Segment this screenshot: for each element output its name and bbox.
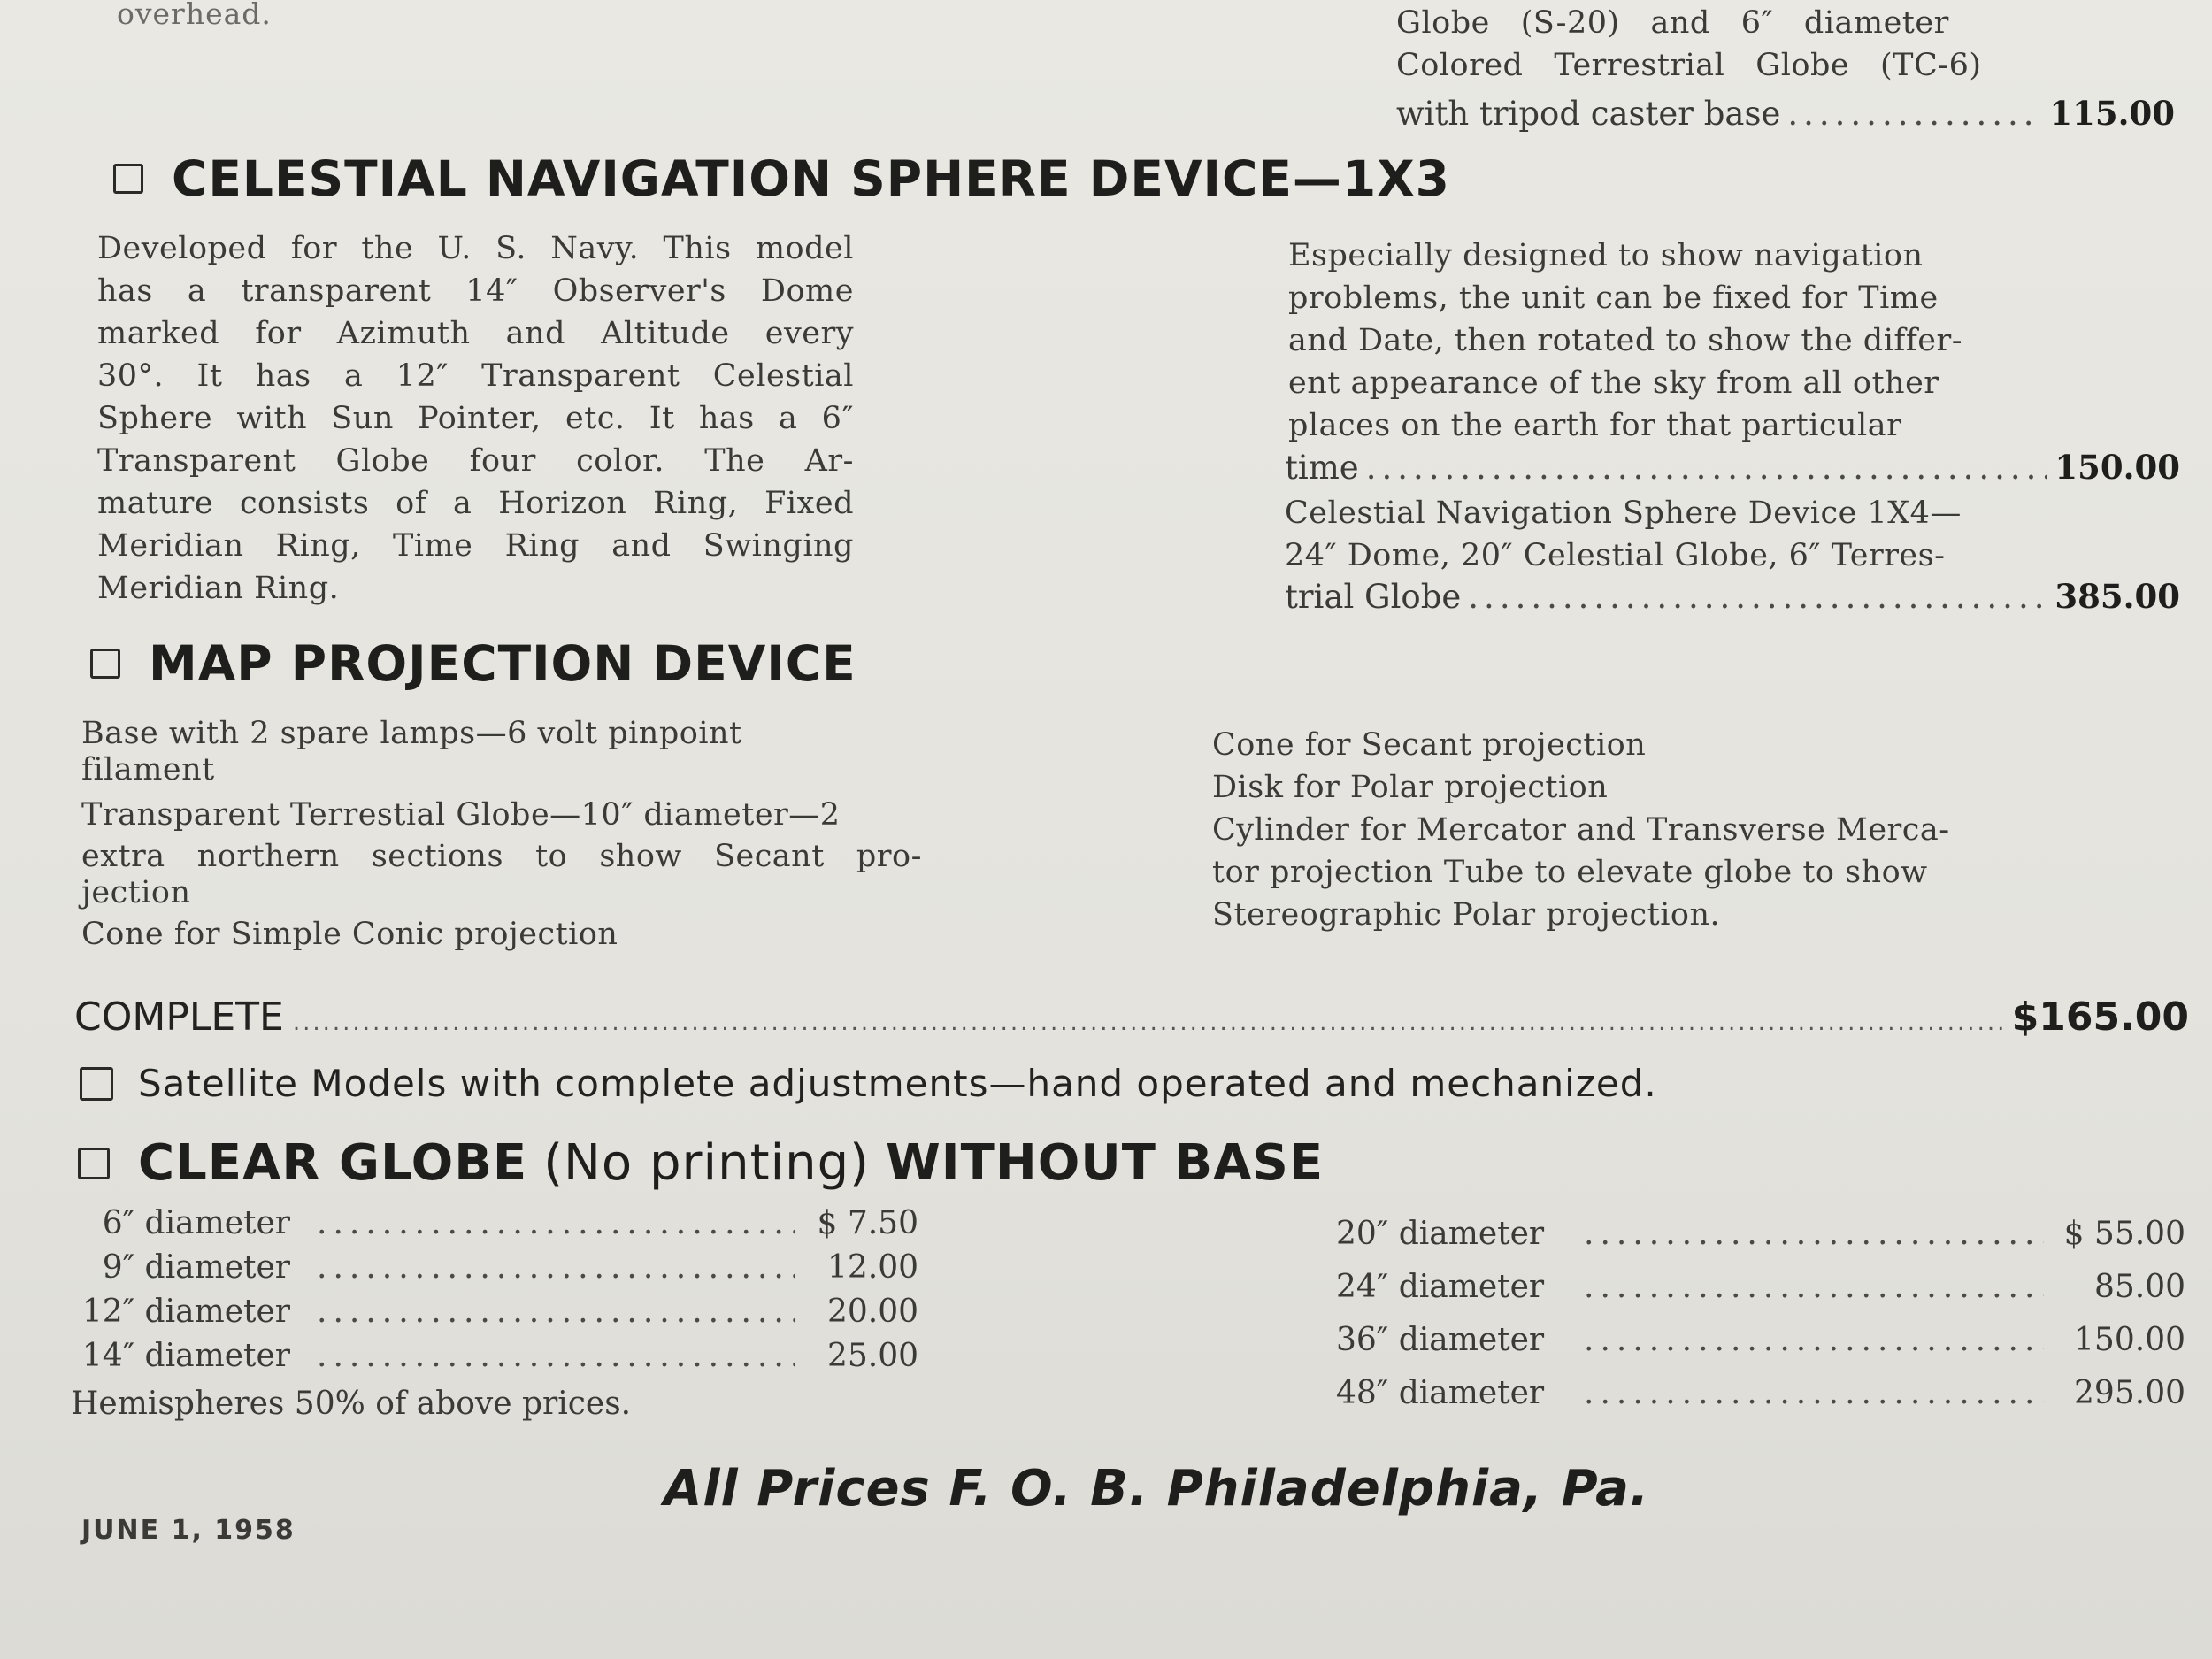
price-row-price: 25.00	[826, 1338, 918, 1374]
word: Dome	[760, 273, 854, 309]
celestial-line	[97, 227, 854, 270]
word: to	[535, 839, 568, 874]
price-row	[1327, 1269, 2185, 1322]
clear-globe-right-prices	[1327, 1216, 2185, 1428]
word: a	[453, 486, 472, 521]
word: color.	[576, 443, 665, 479]
word: Pointer,	[418, 401, 541, 436]
clear-globe-heading-bold1: CLEAR GLOBE	[138, 1134, 528, 1192]
clear-globe-heading	[78, 1134, 1324, 1192]
map-left-line: jection	[81, 875, 191, 910]
map-heading-text: MAP PROJECTION DEVICE	[149, 635, 856, 692]
map-left-line: filament	[81, 752, 215, 787]
device-1x4-line: 24″ Dome, 20″ Celestial Globe, 6″ Terres-	[1285, 538, 1946, 573]
celestial-price-1: 150.00	[2055, 448, 2180, 487]
top-price-row	[1396, 94, 2175, 133]
celestial-device-1x4	[1285, 492, 2081, 577]
celestial-right-line: and Date, then rotated to show the differ-	[1288, 323, 1963, 358]
word: extra	[81, 839, 165, 874]
price-row-price: 12.00	[826, 1249, 918, 1286]
price-row-size: 20″ diameter	[1336, 1216, 1545, 1252]
word: Ring	[504, 528, 580, 564]
map-complete-row	[74, 995, 2189, 1040]
celestial-price-row-2	[1285, 577, 2180, 616]
word: Developed	[97, 231, 267, 266]
leader-dots	[1584, 1322, 2044, 1358]
word: S.	[495, 231, 526, 266]
word: Altitude	[601, 316, 730, 351]
map-right-line: Cylinder for Mercator and Transverse Merca-	[1212, 812, 1950, 848]
word: etc.	[565, 401, 626, 436]
word: of	[396, 486, 427, 521]
price-row-price: 295.00	[2074, 1375, 2185, 1411]
word: marked	[97, 316, 220, 351]
price-row-price: 150.00	[2074, 1322, 2185, 1358]
word: Fixed	[764, 486, 854, 521]
word: Time	[392, 528, 473, 564]
word: Secant	[714, 839, 825, 874]
complete-price: $165.00	[2011, 995, 2189, 1040]
celestial-line	[97, 482, 854, 525]
map-left-line: Cone for Simple Conic projection	[81, 917, 618, 952]
word: 6″	[821, 401, 854, 436]
word: for	[255, 316, 302, 351]
word: U.	[437, 231, 472, 266]
price-row-price: 85.00	[2093, 1269, 2185, 1305]
celestial-heading-text: CELESTIAL NAVIGATION SPHERE DEVICE—1X3	[172, 150, 1450, 207]
price-row-size: 12″ diameter	[81, 1294, 290, 1330]
leader-dots	[317, 1205, 795, 1241]
celestial-price-2: 385.00	[2055, 577, 2180, 616]
word: Azimuth	[336, 316, 471, 351]
word: northern	[196, 839, 340, 874]
clear-globe-heading-normal: (No printing)	[543, 1134, 871, 1192]
word: sections	[371, 839, 503, 874]
word: and	[505, 316, 565, 351]
top-right-line-2: Colored Terrestrial Globe (TC-6)	[1396, 48, 1982, 83]
celestial-price-row-1	[1285, 448, 2180, 487]
word: consists	[239, 486, 370, 521]
price-row	[1327, 1216, 2185, 1269]
word: has	[698, 401, 755, 436]
word: It	[196, 358, 223, 394]
word: has	[255, 358, 311, 394]
top-price-label: with tripod caster base	[1396, 95, 1781, 133]
celestial-right-line: Especially designed to show navigation	[1288, 238, 1924, 273]
word: Horizon	[498, 486, 627, 521]
word: model	[755, 231, 854, 266]
celestial-right-description	[1288, 234, 2045, 447]
leader-dots	[1584, 1216, 2044, 1252]
price-row	[69, 1294, 918, 1338]
word: Observer's	[552, 273, 726, 309]
price-row-size: 48″ diameter	[1336, 1375, 1545, 1411]
map-left-line: Transparent Terrestial Globe—10″ diameter—2	[81, 797, 841, 833]
catalog-date: JUNE 1, 1958	[81, 1515, 296, 1546]
satellite-text: Satellite Models with complete adjustments—hand operated and mechanized.	[138, 1062, 1657, 1105]
word: 12″	[396, 358, 449, 394]
celestial-checkbox[interactable]	[113, 164, 143, 194]
celestial-right-line: ent appearance of the sky from all other	[1288, 365, 1939, 401]
device-1x4-line: Celestial Navigation Sphere Device 1X4—	[1285, 495, 1962, 531]
celestial-line	[97, 355, 854, 397]
word: mature	[97, 486, 214, 521]
leader-dots	[1584, 1269, 2044, 1305]
celestial-heading	[113, 150, 1450, 207]
word: Sun	[331, 401, 394, 436]
price-row-size: 14″ diameter	[81, 1338, 290, 1374]
celestial-description	[97, 227, 854, 610]
word: with	[236, 401, 308, 436]
celestial-right-line: problems, the unit can be fixed for Time	[1288, 280, 1939, 316]
clear-globe-heading-bold2: WITHOUT BASE	[886, 1134, 1325, 1192]
leader-dots	[293, 1010, 2003, 1036]
price-row	[69, 1338, 918, 1382]
leader-dots	[1366, 449, 2048, 487]
word: It	[649, 401, 675, 436]
word: for	[290, 231, 338, 266]
word: Globe	[335, 443, 430, 479]
top-right-block	[1396, 2, 2033, 87]
map-right-line: Stereographic Polar projection.	[1212, 897, 1721, 933]
celestial-line	[97, 397, 854, 440]
word: Sphere	[97, 401, 213, 436]
map-left-line	[81, 836, 922, 878]
map-right-line: Cone for Secant projection	[1212, 727, 1647, 763]
word: Ar-	[804, 443, 854, 479]
celestial-price1-label: time	[1285, 449, 1359, 487]
word: transparent	[241, 273, 432, 309]
price-row	[1327, 1322, 2185, 1375]
map-right-line: Disk for Polar projection	[1212, 770, 1609, 805]
word: and	[611, 528, 672, 564]
celestial-line: Meridian Ring.	[97, 571, 340, 606]
word: Transparent	[97, 443, 296, 479]
price-row	[69, 1205, 918, 1249]
top-price: 115.00	[2049, 94, 2175, 133]
word: Ring,	[275, 528, 361, 564]
celestial-price2-label: trial Globe	[1285, 578, 1462, 616]
word: Transparent	[481, 358, 680, 394]
price-row-size: 36″ diameter	[1336, 1322, 1545, 1358]
price-row-price: $ 7.50	[817, 1205, 918, 1241]
price-row-size: 6″ diameter	[102, 1205, 290, 1241]
word: a	[343, 358, 364, 394]
top-right-line-1: Globe (S-20) and 6″ diameter	[1396, 5, 1949, 41]
word: 14″	[465, 273, 518, 309]
price-row-price: $ 55.00	[2063, 1216, 2185, 1252]
map-right-list	[1212, 724, 2062, 936]
price-row-size: 9″ diameter	[102, 1249, 290, 1286]
word: show	[599, 839, 682, 874]
complete-label: COMPLETE	[74, 995, 284, 1040]
leader-dots	[1787, 95, 2042, 133]
price-row	[1327, 1375, 2185, 1428]
celestial-line	[97, 312, 854, 355]
map-right-line: tor projection Tube to elevate globe to show	[1212, 855, 1928, 890]
word: The	[704, 443, 765, 479]
word: has	[97, 273, 153, 309]
map-left-list	[81, 713, 922, 956]
map-checkbox[interactable]	[90, 649, 120, 679]
leader-dots	[317, 1249, 795, 1286]
word: 30°.	[97, 358, 165, 394]
word: pro-	[856, 839, 922, 874]
celestial-line	[97, 440, 854, 482]
word: Swinging	[703, 528, 854, 564]
word: Celestial	[712, 358, 854, 394]
map-heading	[90, 635, 856, 692]
leader-dots	[317, 1294, 795, 1330]
price-row	[69, 1249, 918, 1294]
clear-globe-checkbox[interactable]	[78, 1148, 110, 1179]
satellite-checkbox[interactable]	[80, 1067, 113, 1101]
price-row-price: 20.00	[826, 1294, 918, 1330]
leader-dots	[1468, 578, 2047, 616]
word: every	[764, 316, 854, 351]
word: Navy.	[550, 231, 640, 266]
word: Ring,	[653, 486, 739, 521]
word: Meridian	[97, 528, 244, 564]
celestial-line	[97, 525, 854, 567]
word: the	[361, 231, 414, 266]
map-left-line: Base with 2 spare lamps—6 volt pinpoint	[81, 716, 742, 751]
fob-notice: All Prices F. O. B. Philadelphia, Pa.	[664, 1460, 1650, 1517]
leader-dots	[1584, 1375, 2044, 1411]
word: a	[187, 273, 207, 309]
celestial-right-line: places on the earth for that particular	[1288, 408, 1902, 443]
celestial-line	[97, 270, 854, 312]
satellite-row	[80, 1062, 1657, 1105]
clear-globe-left-prices	[69, 1205, 918, 1382]
word: a	[778, 401, 798, 436]
top-left-fragment: overhead.	[117, 0, 272, 31]
leader-dots	[317, 1338, 795, 1374]
hemispheres-note: Hemispheres 50% of above prices.	[71, 1386, 632, 1422]
price-row-size: 24″ diameter	[1336, 1269, 1545, 1305]
word: This	[663, 231, 732, 266]
word: four	[469, 443, 536, 479]
